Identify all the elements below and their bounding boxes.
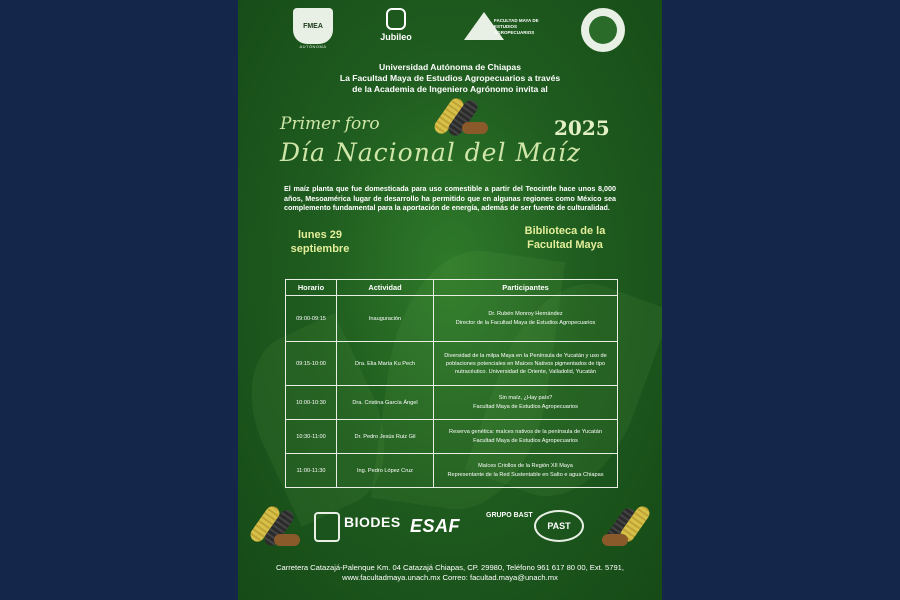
- biodes-emblem-icon: [314, 512, 340, 542]
- contact-address: Carretera Catazajá-Palenque Km. 04 Catazajá Chiapas, CP. 29980, Teléfono 961 617 80 00, Ext. 5791, www.facultadmaya.unach.mx Correo: facultad.maya@unach.mx: [276, 563, 624, 582]
- participants-cell: Sin maíz, ¿Hay país? Facultad Maya de Estudios Agropecuarios: [434, 386, 618, 420]
- participants-cell: Maíces Criollos de la Región XII Maya Representante de la Red Sustentable en Salto e agua Chiapas: [434, 454, 618, 488]
- table-row: [286, 386, 618, 420]
- unach-logo: FMEA AUTÓNOMA: [293, 8, 333, 50]
- event-year: 2025: [554, 116, 610, 140]
- past-logo: PAST: [534, 510, 584, 542]
- fmea-pyramid-logo: FACULTAD MAYA DE ESTUDIOS AGROPECUARIOS: [464, 8, 554, 44]
- esaf-logo: ESAF: [410, 516, 461, 536]
- schedule-table: [285, 279, 618, 488]
- academy-seal-logo: [581, 8, 625, 52]
- event-subtitle: Primer foro: [280, 114, 380, 134]
- event-title: Día Nacional del Maíz: [280, 138, 582, 167]
- activity-cell: Dr. Pedro Jesús Ruiz Gil: [337, 420, 434, 454]
- column-header: Actividad: [337, 280, 434, 296]
- activity-cell: Dra. Cristina García Ángel: [337, 386, 434, 420]
- time-cell: 09:15-10:00: [286, 342, 337, 386]
- time-cell: 09:00-09:15: [286, 296, 337, 342]
- participants-cell: Dr. Rubén Monroy Hernández Director de la Facultad Maya de Estudios Agropecuarios: [434, 296, 618, 342]
- table-row: [286, 420, 618, 454]
- activity-cell: Dra. Elia María Ku Pech: [337, 342, 434, 386]
- activity-cell: Ing. Pedro López Cruz: [337, 454, 434, 488]
- participants-cell: Diversidad de la milpa Maya en la Península de Yucatán y uso de poblaciones potenciales en Maíces Nativos pigmentados de tipo nutracéutico. Universidad de Oriente, Valladolid, Yucatán: [434, 342, 618, 386]
- header-logos: [238, 8, 662, 56]
- jubileo-logo: Jubileo: [376, 8, 416, 42]
- invitation-text: Universidad Autónoma de Chiapas La Facultad Maya de Estudios Agropecuarios a través de la Academia de Ingeniero Agrónomo invita al: [339, 62, 561, 94]
- schedule-header-row: [286, 280, 618, 296]
- time-cell: 10:30-11:00: [286, 420, 337, 454]
- grupo-bast-logo: GRUPO BAST: [486, 512, 533, 519]
- column-header: Horario: [286, 280, 337, 296]
- time-cell: 11:00-11:30: [286, 454, 337, 488]
- corn-cobs-illustration: [594, 500, 658, 556]
- table-row: [286, 454, 618, 488]
- time-cell: 10:00-10:30: [286, 386, 337, 420]
- corn-cobs-illustration: [428, 96, 488, 142]
- event-date: lunes 29 septiembre: [290, 229, 350, 255]
- maize-description: El maíz planta que fue domesticada para uso comestible a partir del Teocintle hace unos 8,000 años, Mesoamérica lugar de desarrollo ha permitido que en algunas regiones como México sea complemento fundamental para la aportación de energía, además de ser fuente de culturalidad.: [284, 184, 616, 213]
- event-poster: [238, 0, 662, 600]
- activity-cell: Inauguración: [337, 296, 434, 342]
- table-row: [286, 342, 618, 386]
- event-venue: Biblioteca de la Facultad Maya: [524, 225, 606, 251]
- table-row: [286, 296, 618, 342]
- participants-cell: Reserva genética: maíces nativos de la península de Yucatán Facultad Maya de Estudios Agropecuarios: [434, 420, 618, 454]
- column-header: Participantes: [434, 280, 618, 296]
- biodes-logo: BIODES: [344, 514, 401, 530]
